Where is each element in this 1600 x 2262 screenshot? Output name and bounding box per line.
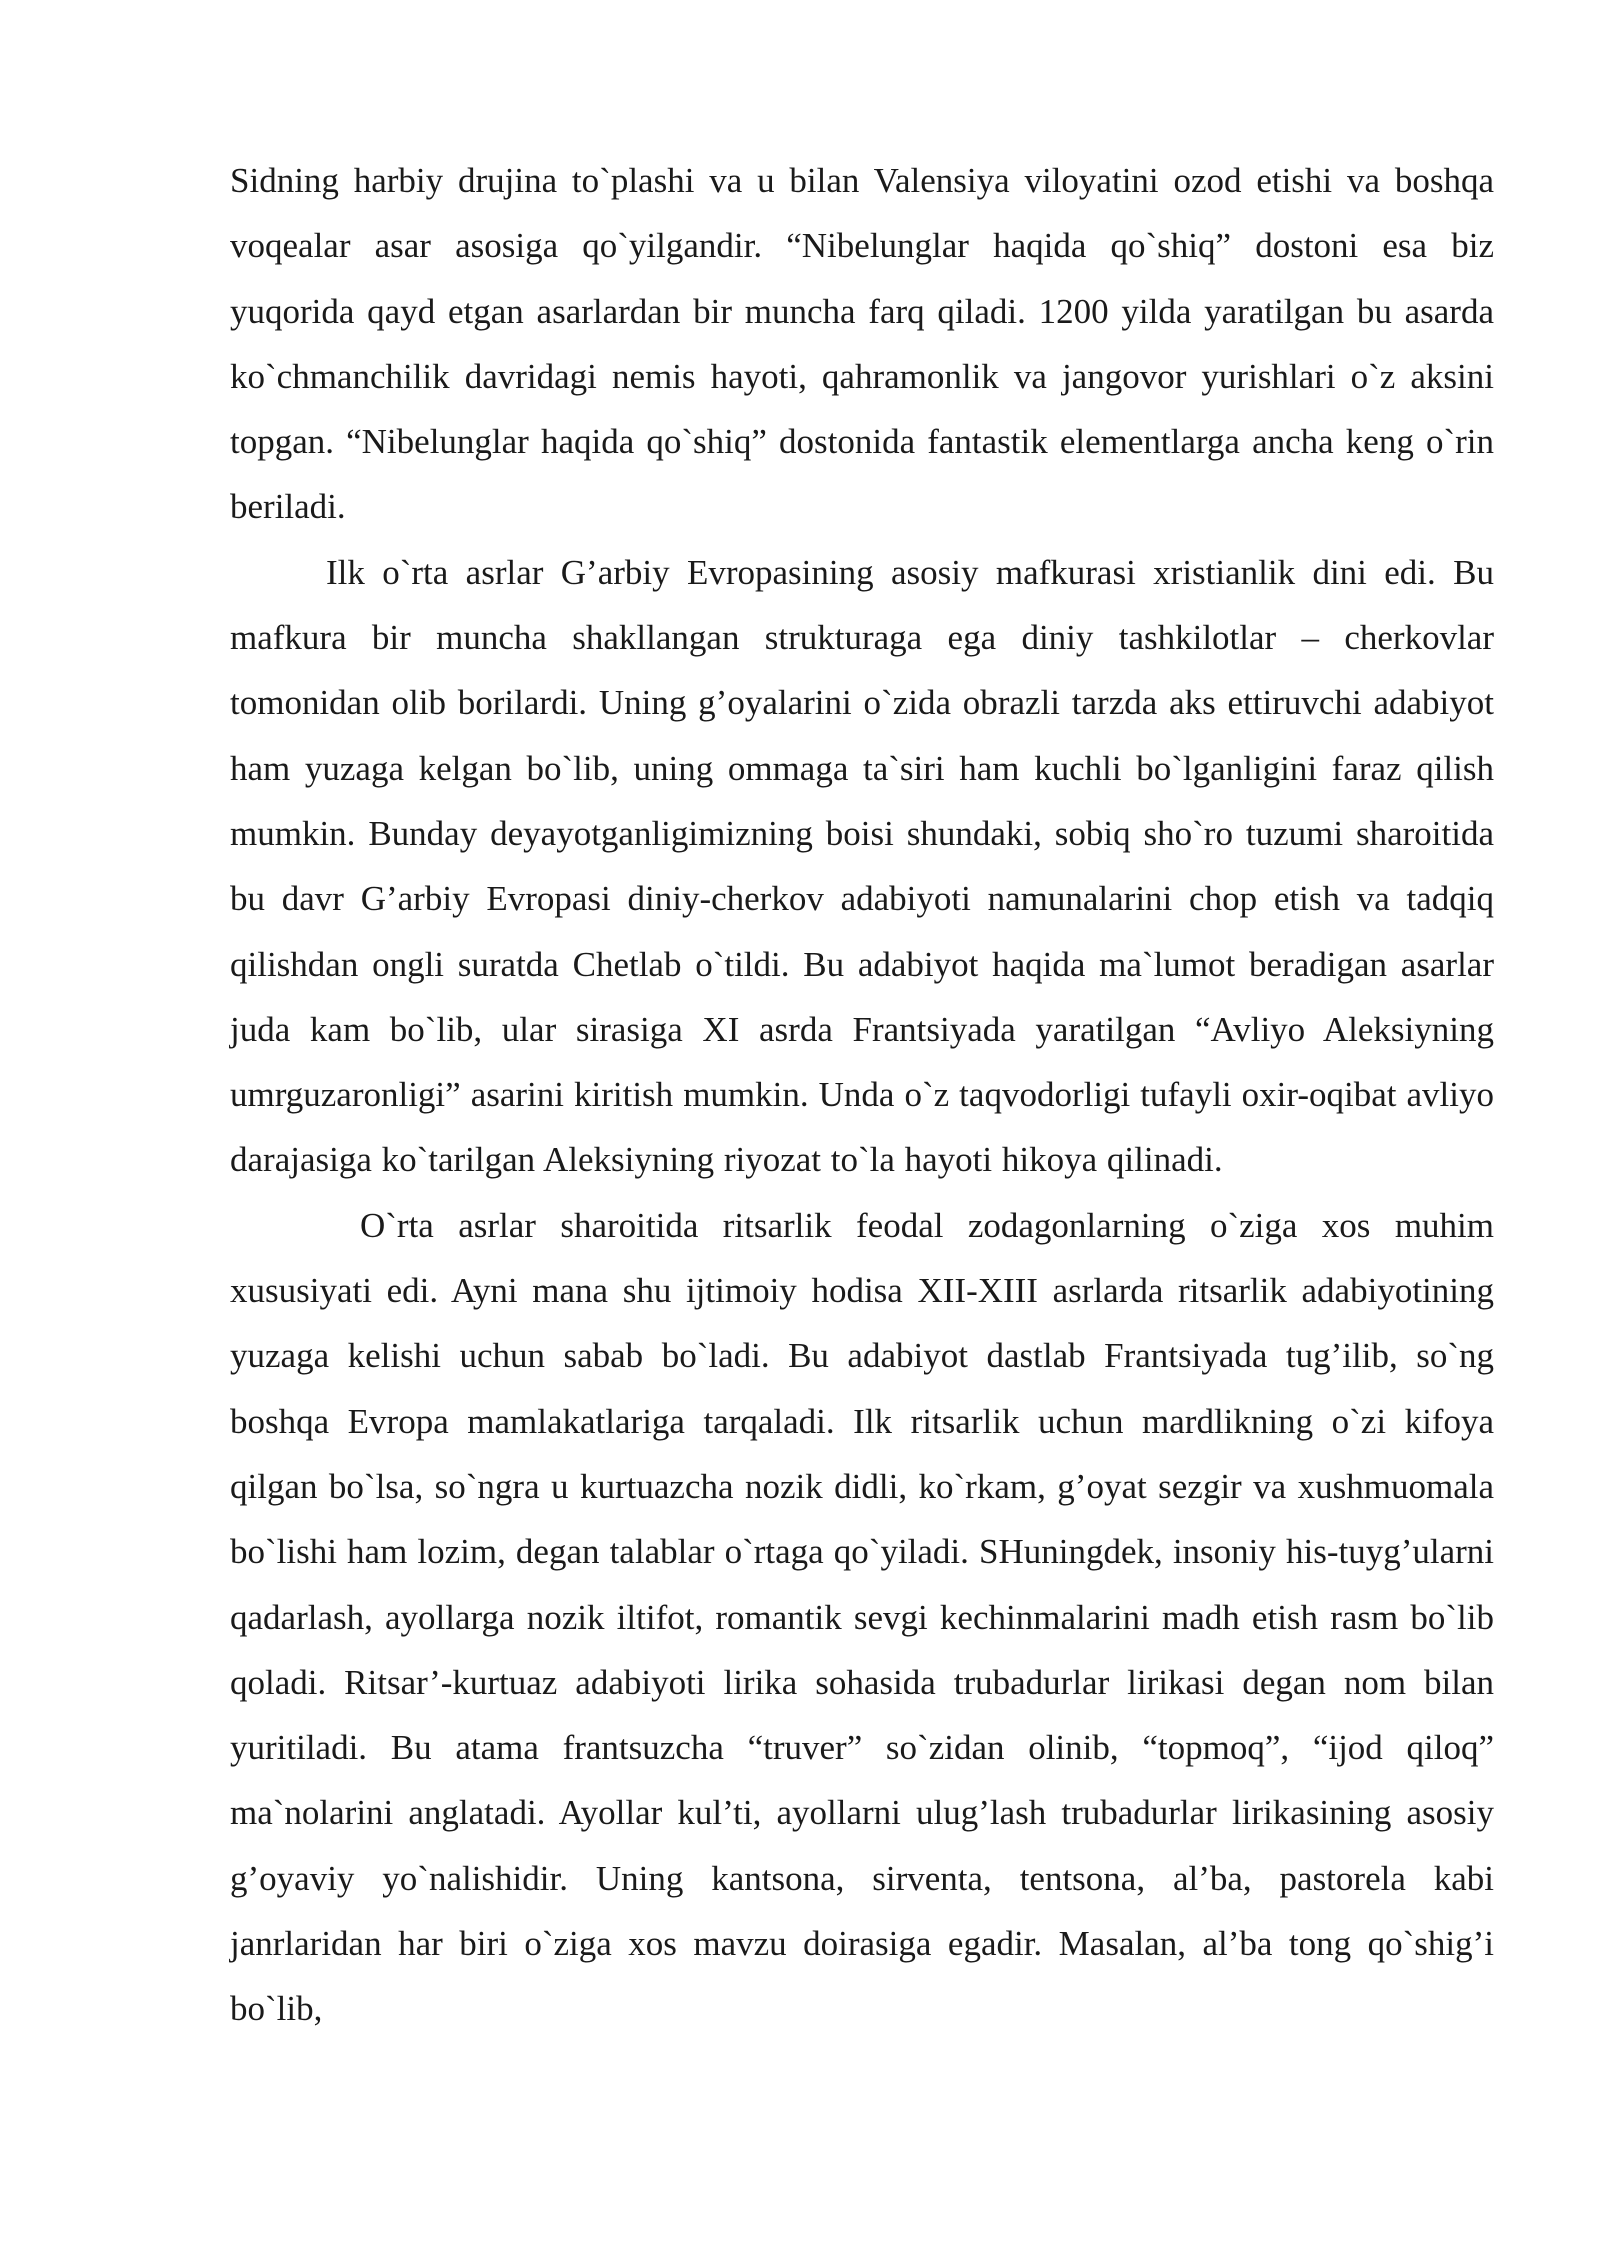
body-text [230, 148, 1494, 2042]
paragraph: Sidning harbiy drujina to`plashi va u bilan Valensiya viloyatini ozod etishi va boshqa voqealar asar asosiga qo`yilgandir. “Nibelunglar haqida qo`shiq” dostoni esa biz yuqorida qayd etgan asarlardan bir muncha farq qiladi. 1200 yilda yaratilgan bu asarda ko`chmanchilik davridagi nemis hayoti, qahramonlik va jangovor yurishlari o`z aksini topgan. “Nibelunglar haqida qo`shiq” dostonida fantastik elementlarga ancha keng o`rin beriladi. [230, 161, 1494, 527]
paragraph: Ilk o`rta asrlar G’arbiy Evropasining asosiy mafkurasi xristianlik dini edi. Bu mafkura bir muncha shakllangan strukturaga ega diniy tashkilotlar – cherkovlar tomonidan olib borilardi. Uning g’oyalarini o`zida obrazli tarzda aks ettiruvchi adabiyot ham yuzaga kelgan bo`lib, uning ommaga ta`siri ham kuchli bo`lganligini faraz qilish mumkin. Bunday deyayotganligimizning boisi shundaki, sobiq sho`ro tuzumi sharoitida bu davr G’arbiy Evropasi diniy-cherkov adabiyoti namunalarini chop etish va tadqiq qilishdan ongli suratda Chetlab o`tildi. Bu adabiyot haqida ma`lumot beradigan asarlar juda kam bo`lib, ular sirasiga XI asrda Frantsiyada yaratilgan “Avliyo Aleksiyning umrguzaronligi” asarini kiritish mumkin. Unda o`z taqvodorligi tufayli oxir-oqibat avliyo darajasiga ko`tarilgan Aleksiyning riyozat to`la hayoti hikoya qilinadi. [230, 552, 1494, 1180]
paragraph: O`rta asrlar sharoitida ritsarlik feodal zodagonlarning o`ziga xos muhim xususiyati edi. Ayni mana shu ijtimoiy hodisa XII-XIII asrlarda ritsarlik adabiyotining yuzaga kelishi uchun sabab bo`ladi. Bu adabiyot dastlab Frantsiyada tug’ilib, so`ng boshqa Evropa mamlakatlariga tarqaladi. Ilk ritsarlik uchun mardlikning o`zi kifoya qilgan bo`lsa, so`ngra u kurtuazcha nozik didli, ko`rkam, g’oyat sezgir va xushmuomala bo`lishi ham lozim, degan talablar o`rtaga qo`yiladi. SHuningdek, insoniy his-tuyg’ularni qadarlash, ayollarga nozik iltifot, romantik sevgi kechinmalarini madh etish rasm bo`lib qoladi. Ritsar’-kurtuaz adabiyoti lirika sohasida trubadurlar lirikasi degan nom bilan yuritiladi. Bu atama frantsuzcha “truver” so`zidan olinib, “topmoq”, “ijod qiloq” ma`nolarini anglatadi. Ayollar kul’ti, ayollarni ulug’lash trubadurlar lirikasining asosiy g’oyaviy yo`nalishidir. Uning kantsona, sirventa, tentsona, al’ba, pastorela kabi janrlaridan har biri o`ziga xos mavzu doirasiga egadir. Masalan, al’ba tong qo`shig’i bo`lib, [230, 1205, 1494, 2029]
